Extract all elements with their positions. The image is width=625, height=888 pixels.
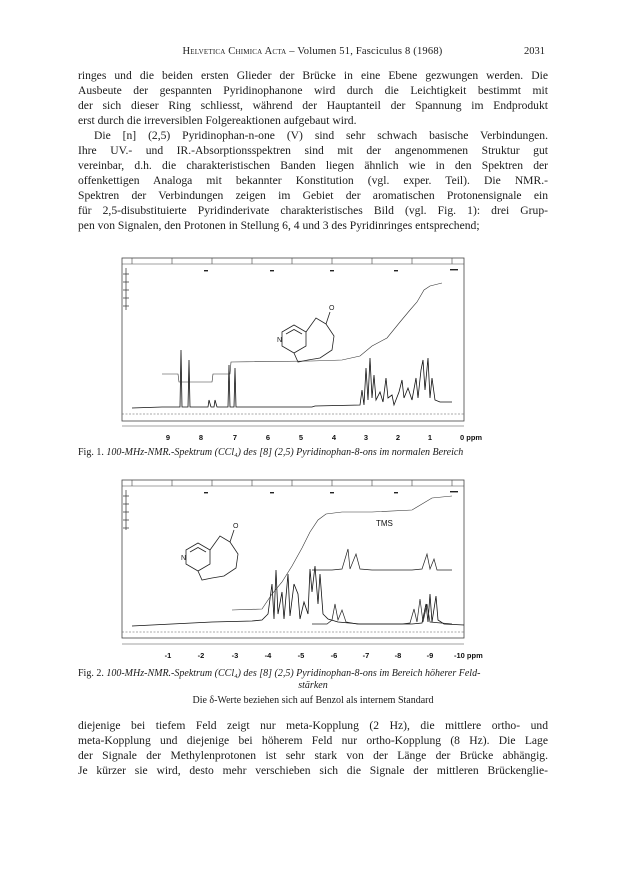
text-line: Spektren der Verbindungen zeigen im Gebiet der aromatischen Protonensignale ein	[78, 189, 548, 202]
journal-name: Helvetica Chimica Acta	[182, 46, 287, 57]
structure-atom-o: O	[329, 305, 335, 312]
text-line: Ihre UV.- und IR.-Absorptionsspektren sind mit der angenommenen Struktur gut	[78, 144, 548, 157]
top-ticks	[132, 480, 452, 486]
x-tick: -1	[164, 651, 172, 660]
figure-2-plot	[112, 474, 483, 664]
caption-label: Fig. 2.	[78, 668, 104, 679]
x-tick: -10 ppm	[454, 651, 483, 660]
text-line: vereinbar, d.h. die charakteristischen Banden liegen ähnlich wie in den Spektren der	[78, 159, 548, 172]
x-tick: -6	[330, 651, 338, 660]
top-marks	[204, 269, 458, 271]
text-line: erst durch die irreversiblen Folgereaktionen aufgebaut wird.	[78, 114, 357, 127]
x-tick: -2	[197, 651, 205, 660]
x-tick: 9	[165, 433, 171, 442]
text-line: pen von Signalen, den Protonen in Stellung 6, 4 und 3 des Pyridinringes entsprechend;	[78, 219, 480, 232]
structure-atom-n: N	[181, 555, 187, 562]
caption-text-continued: stärken	[298, 680, 328, 691]
x-tick: -9	[426, 651, 434, 660]
structure-formula	[282, 312, 334, 362]
integral-curve	[232, 496, 452, 610]
x-tick: 6	[265, 433, 271, 442]
structure-atom-o: O	[233, 523, 239, 530]
figure-2-nmr-spectrum	[112, 474, 483, 664]
caption-label: Fig. 1.	[78, 447, 104, 458]
structure-formula	[186, 530, 238, 580]
paragraph-1	[78, 68, 548, 128]
x-axis-ticks	[166, 433, 483, 442]
spectrum-trace	[132, 566, 464, 626]
figure-1-caption	[78, 447, 548, 459]
x-tick: -3	[231, 651, 239, 660]
x-tick: 1	[427, 433, 433, 442]
figure-2-caption	[78, 668, 548, 707]
text-line: Die [n] (2,5) Pyridinophan-n-one (V) sind sehr schwach basische Verbindungen.	[94, 129, 548, 142]
x-tick: -4	[264, 651, 272, 660]
text-line: offenkettigen Analoga mit bekannter Konstitution (vgl. exper. Teil). Die NMR.-	[78, 174, 548, 187]
x-axis-ticks	[165, 651, 483, 660]
top-ticks	[132, 258, 452, 264]
caption-text: 100-MHz-NMR.-Spektrum (CCl₄) des [8] (2,5) Pyridinophan-8-ons im normalen Bereich	[106, 447, 464, 458]
caption-text: 100-MHz-NMR.-Spektrum (CCl₄) des [8] (2,5) Pyridinophan-8-ons im Bereich höherer Feld-	[106, 668, 481, 679]
journal-title: Helvetica Chimica Acta – Volumen 51, Fasciculus 8 (1968)	[182, 46, 443, 57]
x-tick: 7	[232, 433, 238, 442]
text-line: ringes und die beiden ersten Glieder der Brücke in eine Ebene gezwungen werden. Die	[78, 69, 548, 82]
structure-atom-n: N	[277, 337, 283, 344]
text-line: der sich dieser Ring schliesst, während der Hauptanteil der Spannung im Endprodukt	[78, 99, 548, 112]
x-tick: 5	[298, 433, 304, 442]
text-line: Ausbeute der gespannten Pyridinophanone wird durch die Leichtigkeit bestimmt mit	[78, 84, 548, 97]
x-tick: 4	[331, 433, 337, 442]
text-line: diejenige bei tiefem Feld zeigt nur meta-Kopplung (2 Hz), die mittlere ortho- und	[78, 719, 548, 732]
paragraph-3	[78, 718, 548, 778]
tms-label: TMS	[376, 519, 393, 528]
figure-1-nmr-spectrum	[112, 250, 483, 445]
journal-volume: Volumen 51, Fasciculus 8 (1968)	[297, 46, 443, 57]
caption-note: Die δ-Werte beziehen sich auf Benzol als internem Standard	[192, 695, 434, 706]
x-tick: -8	[394, 651, 402, 660]
x-tick: -7	[362, 651, 370, 660]
x-tick: 3	[363, 433, 369, 442]
top-marks	[204, 491, 458, 493]
text-line: Je kürzer sie wird, desto mehr verschieben sich die Signale der mittleren Brückenglie-	[78, 764, 548, 777]
x-tick: 2	[395, 433, 401, 442]
x-tick: 0 ppm	[460, 433, 483, 442]
integral-curve	[162, 283, 442, 382]
text-line: der Signale der Methylenprotonen ist sehr stark von der Länge der Brücke abhängig.	[78, 749, 548, 762]
x-tick: 8	[198, 433, 204, 442]
offset-trace	[312, 549, 452, 570]
paragraph-2	[78, 128, 548, 233]
page-number: 2031	[524, 46, 545, 57]
figure-1-plot	[112, 250, 483, 445]
running-header	[0, 46, 625, 60]
x-tick: -5	[297, 651, 305, 660]
text-line: meta-Kopplung und diejenige bei höherem Feld nur ortho-Kopplung (8 Hz). Die Lage	[78, 734, 548, 747]
text-line: für 2,5-disubstituierte Pyridinderivate charakteristisches Bild (vgl. Fig. 1): drei Grup-	[78, 204, 548, 217]
spectrum-trace	[132, 350, 452, 408]
